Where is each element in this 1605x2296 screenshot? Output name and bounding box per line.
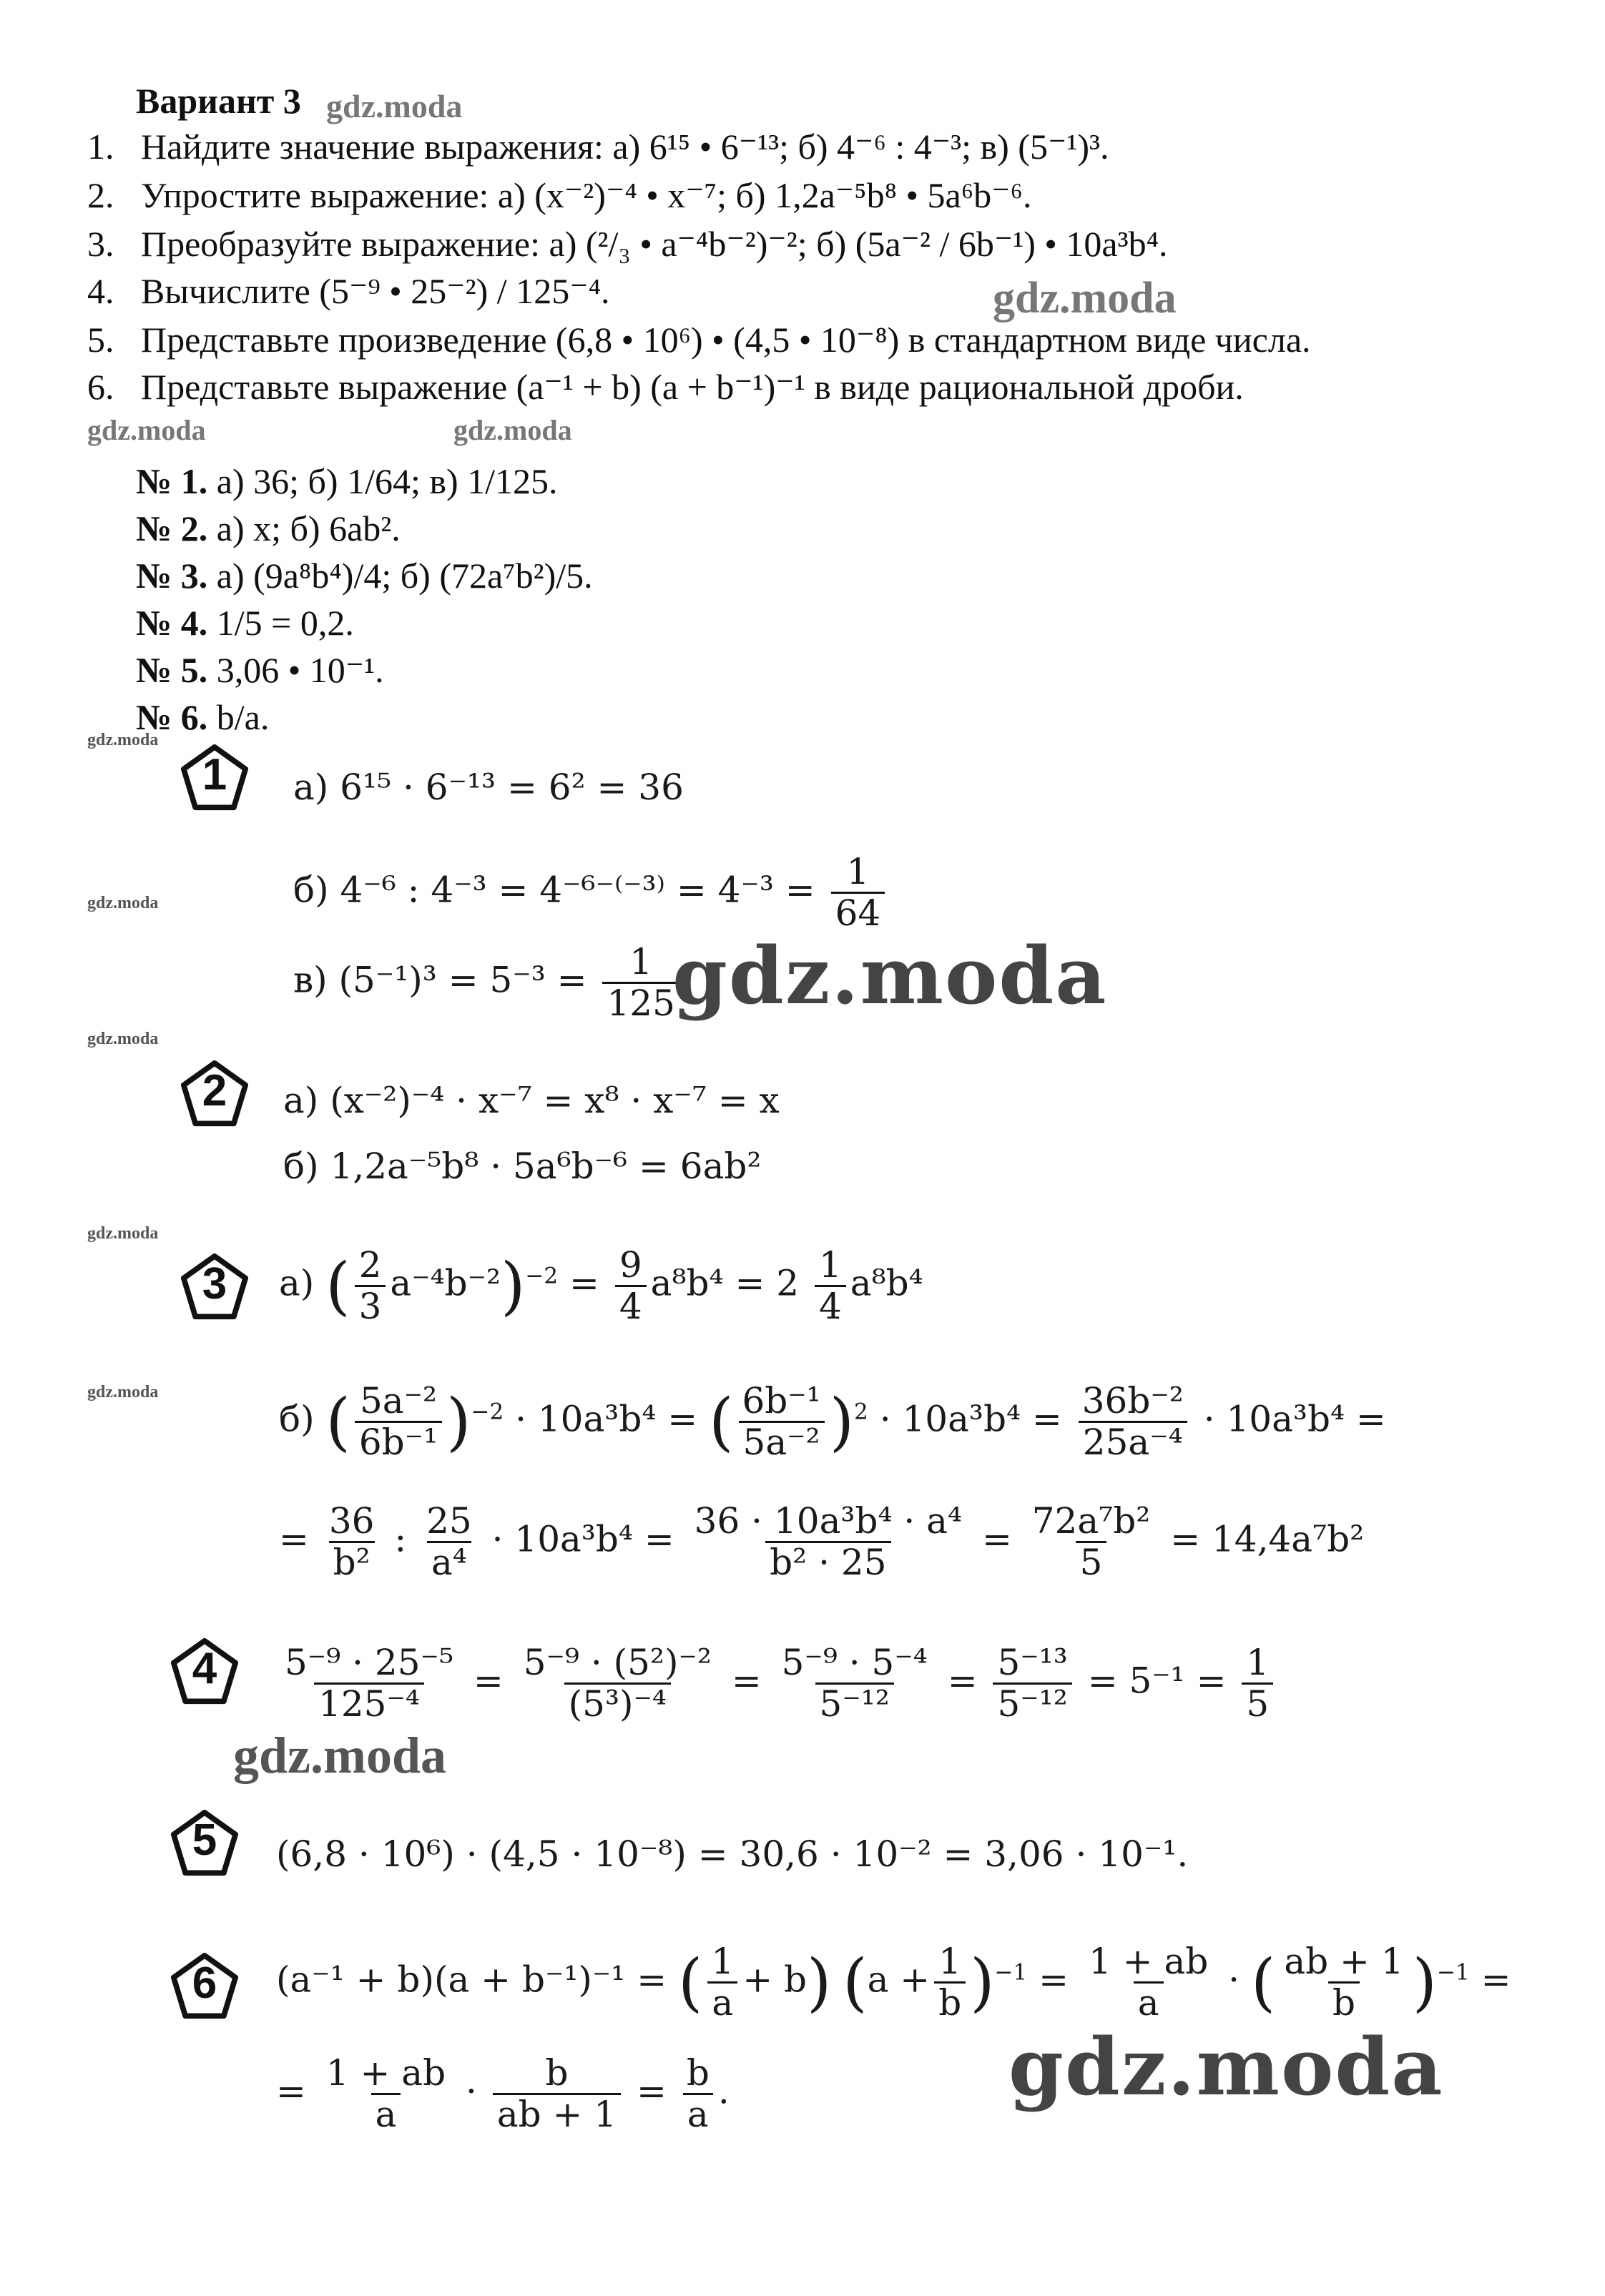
solution-3b-continued: = $\frac{36}{\text{b²}}$ : $\frac{25}{\text{a⁴}}$ · 10a³b⁴ = $\frac{\text{36 · 10a³b⁴ · a⁴}}{\text{b² · 25}}$ = $\frac{\text{72a⁷b²}}{5}$ = 14,4a⁷b² — [279, 1500, 1365, 1583]
task-4: 4. Вычислите (5⁻⁹ • 25⁻²) / 125⁻⁴. — [87, 271, 610, 311]
solution-1b: б) 4⁻⁶ : 4⁻³ = 4⁻⁶⁻⁽⁻³⁾ = 4⁻³ = $\frac{1}{64}$ — [293, 852, 889, 933]
watermark: gdz.moda — [87, 1383, 159, 1401]
watermark: gdz.moda — [993, 274, 1177, 322]
solution-3b: б) ( $\frac{\text{5a⁻²}}{\text{6b⁻¹}}$ )$^{-2}$ · 10a³b⁴ = ( $\frac{\text{6b⁻¹}}{\text{5a⁻²}}$ )$^2$ · 10a³b⁴ = $\frac{\text{36b⁻²}}{\text{25a⁻⁴}}$ · 10a³b⁴ = — [279, 1380, 1386, 1463]
badge-1: 1 — [180, 744, 249, 812]
answer-2: № 2. а) x; б) 6ab². — [136, 508, 401, 548]
task-2: 2. Упростите выражение: а) (x⁻²)⁻⁴ • x⁻⁷; б) 1,2a⁻⁵b⁸ • 5a⁶b⁻⁶. — [87, 175, 1032, 215]
watermark: gdz.moda — [87, 731, 159, 749]
answer-3: № 3. а) (9a⁸b⁴)/4; б) (72a⁷b²)/5. — [136, 556, 593, 596]
solution-3a: а) ( $\frac{2}{3}$ a⁻⁴b⁻²)$^{-2}$ = $\frac{9}{4}$ a⁸b⁴ = 2 $\frac{1}{4}$ a⁸b⁴ — [279, 1244, 923, 1327]
task-3: 3. Преобразуйте выражение: а) (²/₃ • a⁻⁴b⁻²)⁻²; б) (5a⁻² / 6b⁻¹) • 10a³b⁴. — [87, 224, 1168, 264]
solution-2a: а) (x⁻²)⁻⁴ · x⁻⁷ = x⁸ · x⁻⁷ = x — [283, 1080, 780, 1121]
solution-2b: б) 1,2a⁻⁵b⁸ · 5a⁶b⁻⁶ = 6ab² — [283, 1145, 762, 1187]
badge-4: 4 — [170, 1637, 239, 1706]
solution-6: (a⁻¹ + b)(a + b⁻¹)⁻¹ = ( $\frac{1}{a}$ + b) (a + $\frac{1}{b}$ )$^{-1}$ = $\frac{1 + ab}{a}$ · ( $\frac{ab + 1}{b}$ )$^{-1}$ = — [276, 1941, 1511, 2024]
watermark: gdz.moda — [453, 414, 572, 446]
answer-1: № 1. а) 36; б) 1/64; в) 1/125. — [136, 461, 558, 501]
watermark: gdz.moda — [233, 1727, 447, 1784]
watermark: gdz.moda — [87, 1224, 159, 1243]
solution-5: (6,8 · 10⁶) · (4,5 · 10⁻⁸) = 30,6 · 10⁻² = 3,06 · 10⁻¹. — [276, 1833, 1189, 1875]
answer-6: № 6. b/a. — [136, 697, 270, 737]
badge-5: 5 — [170, 1809, 239, 1878]
badge-6: 6 — [170, 1952, 239, 2021]
task-5: 5. Представьте произведение (6,8 • 10⁶) • (4,5 • 10⁻⁸) в стандартном виде числа. — [87, 320, 1311, 360]
watermark: gdz.moda — [87, 894, 159, 912]
task-1: 1. Найдите значение выражения: а) 6¹⁵ • 6⁻¹³; б) 4⁻⁶ : 4⁻³; в) (5⁻¹)³. — [87, 127, 1109, 167]
watermark: gdz.moda — [672, 930, 1108, 1022]
task-6: 6. Представьте выражение (a⁻¹ + b) (a + b⁻¹)⁻¹ в виде рациональной дроби. — [87, 367, 1244, 407]
solution-1c: в) (5⁻¹)³ = 5⁻³ = $\frac{1}{125}$ — [293, 942, 684, 1023]
solution-1a: а) 6¹⁵ · 6⁻¹³ = 6² = 36 — [293, 767, 684, 808]
watermark: gdz.moda — [87, 414, 206, 446]
answer-4: № 4. 1/5 = 0,2. — [136, 603, 354, 643]
badge-3: 3 — [180, 1253, 249, 1321]
solution-4: $\frac{\text{5⁻⁹ · 25⁻⁵}}{\text{125⁻⁴}}$ = $\frac{\text{5⁻⁹ · (5²)⁻²}}{\text{(5³)⁻⁴}}$ = $\frac{\text{5⁻⁹ · 5⁻⁴}}{\text{5⁻¹²}}$ = $\frac{\text{5⁻¹³}}{\text{5⁻¹²}}$ = 5⁻¹ = $\frac{1}{5}$ — [276, 1643, 1277, 1724]
solution-6-continued: = $\frac{1 + ab}{a}$ · $\frac{b}{ab + 1}$ = $\frac{b}{a}$ . — [276, 2052, 730, 2135]
watermark: gdz.moda — [326, 88, 463, 124]
watermark: gdz.moda — [1008, 2021, 1444, 2113]
badge-2: 2 — [180, 1060, 249, 1128]
watermark: gdz.moda — [87, 1030, 159, 1048]
answer-5: № 5. 3,06 • 10⁻¹. — [136, 650, 384, 690]
page-title: Вариант 3 — [136, 81, 301, 121]
